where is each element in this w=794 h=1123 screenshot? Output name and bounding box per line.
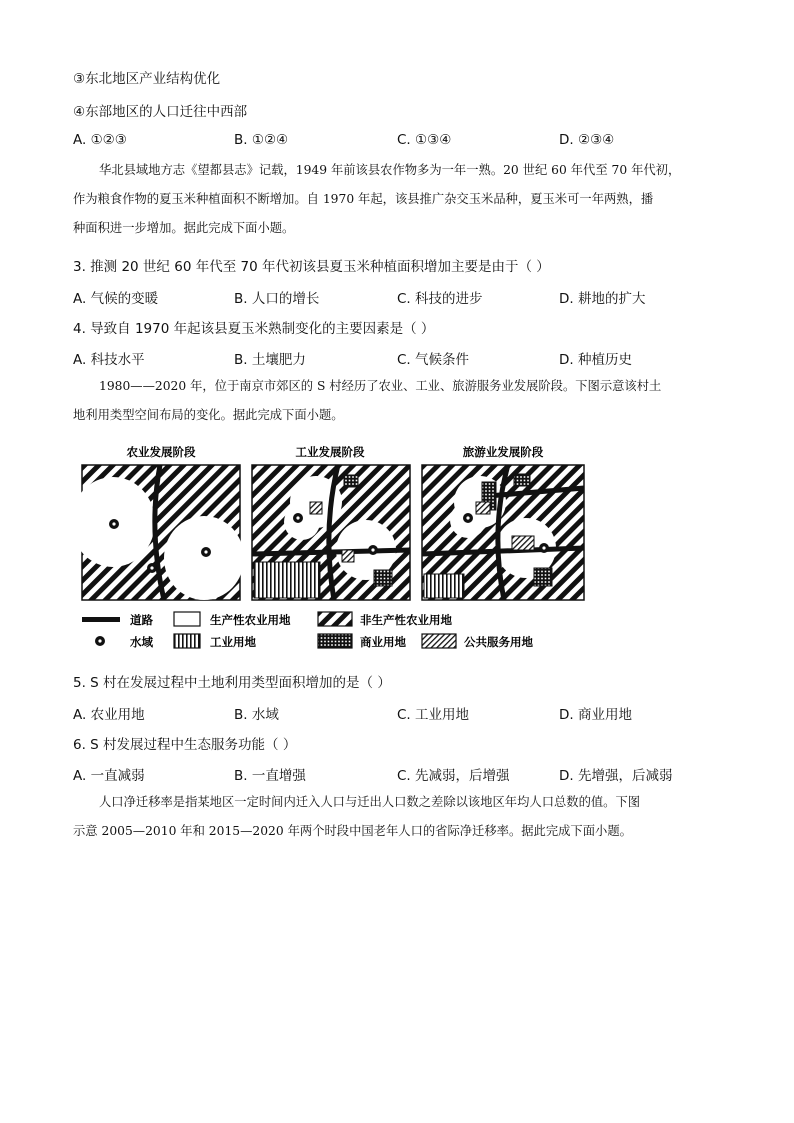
land-use-figure [78,440,588,656]
option-b: B. ①②④ [234,132,289,148]
passage-1-line-3: 种面积进一步增加。据此完成下面小题。 [73,221,295,235]
legend-nonproductive-label: 非生产性农业用地 [360,613,452,627]
q3-stem: 3. 推测 20 世纪 60 年代至 70 年代初该县夏玉米种植面积增加主要是由于（ ） [73,259,550,275]
legend-public-label: 公共服务用地 [464,635,533,649]
passage-3-line-2: 示意 2005—2010 年和 2015—2020 年两个时段中国老年人口的省际净迁移率。据此完成下面小题。 [73,824,632,838]
title-tourism: 旅游业发展阶段 [462,445,544,459]
passage-1-line-1: 华北县域地方志《望都县志》记载，1949 年前该县农作物多为一年一熟。20 世纪 60 年代至 70 年代初， [99,163,681,177]
option-d: D. 商业用地 [559,707,632,723]
option-b: B. 一直增强 [234,768,306,784]
legend-productive-label: 生产性农业用地 [210,613,291,627]
map-agriculture [78,465,244,600]
option-a: A. 农业用地 [73,707,145,723]
q5-stem: 5. S 村在发展过程中土地利用类型面积增加的是（ ） [73,675,391,691]
title-industry: 工业发展阶段 [295,445,365,459]
option-c: C. 科技的进步 [397,291,483,307]
legend-public-swatch [422,634,456,648]
legend-road-swatch [82,617,120,622]
option-b: B. 土壤肥力 [234,352,306,368]
title-agriculture: 农业发展阶段 [126,445,196,459]
legend-water-label: 水域 [130,635,153,649]
passage-2-line-1: 1980——2020 年，位于南京市郊区的 S 村经历了农业、工业、旅游服务业发展阶段。下图示意该村土 [99,379,662,393]
option-a: A. 科技水平 [73,352,145,368]
passage-3-line-1: 人口净迁移率是指某地区一定时间内迁入人口与迁出人口数之差除以该地区年均人口总数的值。下图 [99,795,641,809]
option-a: A. 一直减弱 [73,768,145,784]
option-b: B. 人口的增长 [234,291,320,307]
passage-1-line-2: 作为粮食作物的夏玉米种植面积不断增加。自 1970 年起，该县推广杂交玉米品种，夏玉米可一年两熟，播 [73,192,654,206]
passage-2 [73,372,721,430]
map-tourism [422,465,584,600]
option-c: C. 气候条件 [397,352,470,368]
option-b: B. 水域 [234,707,279,723]
q4-stem: 4. 导致自 1970 年起该县夏玉米熟制变化的主要因素是（ ） [73,321,435,337]
option-c: C. 先减弱，后增强 [397,768,510,784]
legend-commercial-swatch [318,634,352,648]
option-d: D. 种植历史 [559,352,632,368]
passage-3 [73,788,721,846]
option-d: D. 耕地的扩大 [559,291,646,307]
legend-nonproductive-swatch [318,612,352,626]
passage-2-line-2: 地利用类型空间布局的变化。据此完成下面小题。 [73,408,344,422]
legend-productive-swatch [174,612,200,626]
legend-road-label: 道路 [130,613,153,627]
water-icon [95,636,105,646]
legend-industrial-swatch [174,634,200,648]
map-industry [252,465,410,600]
q6-stem: 6. S 村发展过程中生态服务功能（ ） [73,737,297,753]
item-4: ④东部地区的人口迁往中西部 [73,104,248,120]
option-c: C. ①③④ [397,132,452,148]
option-c: C. 工业用地 [397,707,470,723]
item-3: ③东北地区产业结构优化 [73,71,221,87]
legend-commercial-label: 商业用地 [360,635,406,649]
option-a: A. 气候的变暖 [73,291,159,307]
option-d: D. 先增强，后减弱 [559,768,673,784]
option-a: A. ①②③ [73,132,127,148]
legend-industrial-label: 工业用地 [210,635,256,649]
passage-1 [73,156,721,243]
legend [82,612,533,649]
option-d: D. ②③④ [559,132,615,148]
